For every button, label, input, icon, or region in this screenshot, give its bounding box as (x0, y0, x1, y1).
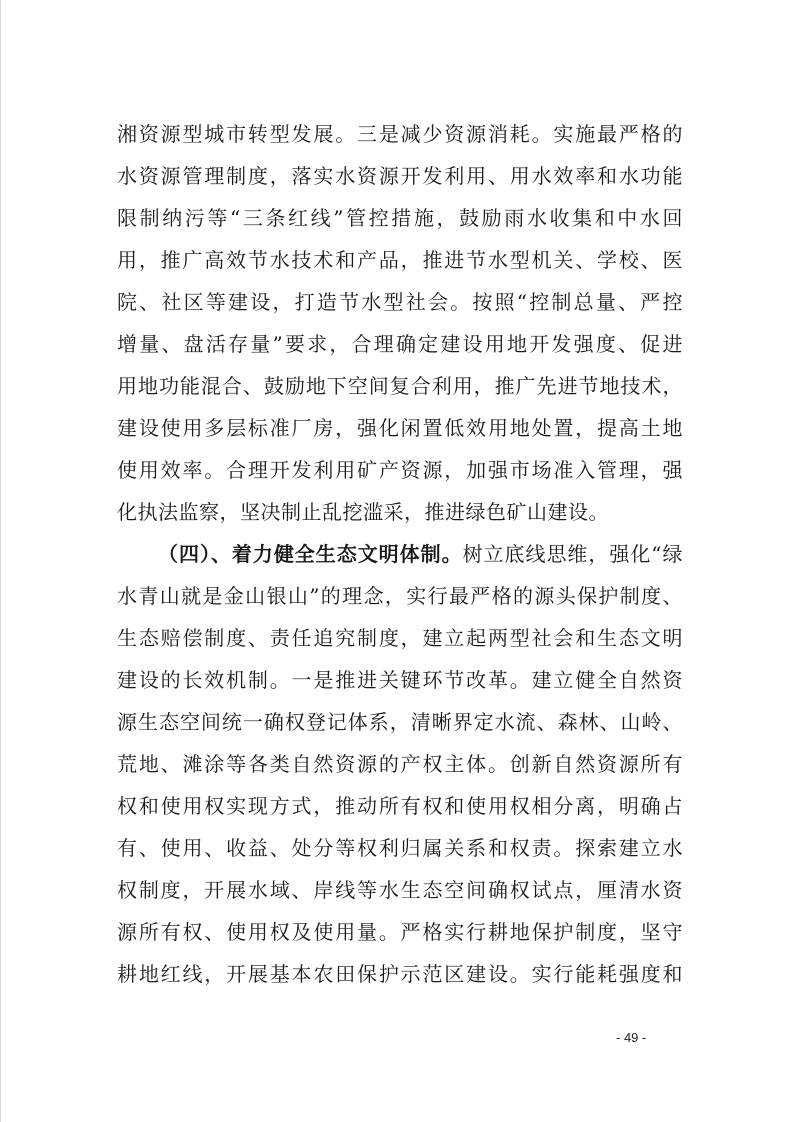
section-first-line (117, 533, 683, 575)
section-first-line-text: 树立底线思维，强化“绿 (462, 542, 683, 566)
text-line: 权和使用权实现方式，推动所有权和使用权相分离，明确占 (117, 794, 683, 818)
text-line: 限制纳污等“三条红线”管控措施，鼓励雨水收集和中水回 (117, 206, 683, 230)
text-line: 院、社区等建设，打造节水型社会。按照“控制总量、严控 (117, 290, 683, 314)
text-line: 源所有权、使用权及使用量。严格实行耕地保护制度，坚守 (117, 920, 683, 944)
text-line: 水青山就是金山银山”的理念，实行最严格的源头保护制度、 (117, 584, 683, 608)
text-line: 使用效率。合理开发利用矿产资源，加强市场准入管理，强 (117, 458, 683, 482)
body-text (117, 113, 683, 995)
text-line: 增量、盘活存量”要求，合理确定建设用地开发强度、促进 (117, 332, 683, 356)
text-line: 建设使用多层标准厂房，强化闲置低效用地处置，提高土地 (117, 416, 683, 440)
section-heading: （四）、着力健全生态文明体制。 (158, 542, 463, 566)
text-line: 水资源管理制度，落实水资源开发利用、用水效率和水功能 (117, 164, 683, 188)
text-line: 权制度，开展水域、岸线等水生态空间确权试点，厘清水资 (117, 878, 683, 902)
text-line: 荒地、滩涂等各类自然资源的产权主体。创新自然资源所有 (117, 752, 683, 776)
text-line: 有、使用、收益、处分等权利归属关系和权责。探索建立水 (117, 836, 683, 860)
text-line: 耕地红线，开展基本农田保护示范区建设。实行能耗强度和 (117, 962, 683, 986)
text-line: 湘资源型城市转型发展。三是减少资源消耗。实施最严格的 (117, 122, 683, 146)
page-number: - 49 - (616, 1030, 647, 1045)
text-line: 用地功能混合、鼓励地下空间复合利用，推广先进节地技术， (117, 374, 683, 398)
text-line: 源生态空间统一确权登记体系，清晰界定水流、森林、山岭、 (117, 710, 683, 734)
text-line: 建设的长效机制。一是推进关键环节改革。建立健全自然资 (117, 668, 683, 692)
text-line: 生态赔偿制度、责任追究制度，建立起两型社会和生态文明 (117, 626, 683, 650)
text-line: 化执法监察，坚决制止乱挖滥采，推进绿色矿山建设。 (117, 500, 609, 524)
text-line: 用，推广高效节水技术和产品，推进节水型机关、学校、医 (117, 248, 683, 272)
